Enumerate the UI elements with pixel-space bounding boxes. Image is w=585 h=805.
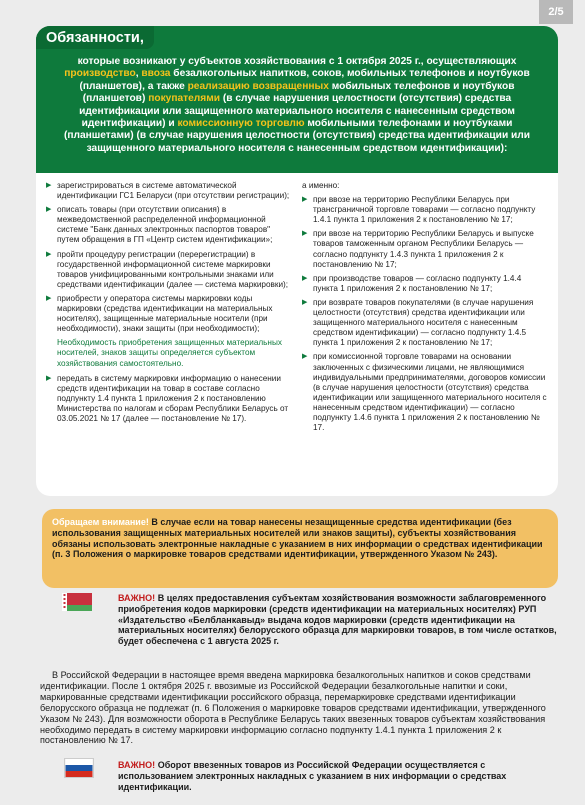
russia-paragraph: В Российской Федерации в настоящее время введена маркировка безалкогольных напитков и соков средствами идентификации. После 1 октября 2025 г. ввозимые из Российской Федерации безалкогольные напитки и соки, маркированные средствами идентификации российского образца, перемаркировке средствами идентификации белорусского образца не подлежат (п. 6 Положения о маркировке товаров средствами идентификации, утвержденного Указом № 243). Для возможности оборота в Республике Беларусь таких ввезенных товаров субъектам хозяйствования необходимо передать в систему маркировки информацию согласно подпункту 1.4.1 пункта 1 приложения 2 к постановлению № 17. [40,670,546,746]
header-text-segment: мобильными телефонами и ноутбуками (планшетами) (в случае нарушения целостности (отсутствия) средства идентификации или защищенного материального носителя с нанесенным средством идентификации): [63,118,531,154]
belarus-flag-icon [62,593,92,611]
list-item [46,181,292,201]
triangle-bullet-icon: ▶ [302,230,308,238]
attention-box [42,509,558,588]
obligations-intro [48,56,546,155]
triangle-bullet-icon: ▶ [46,182,52,189]
important-text: В целях предоставления субъектам хозяйствования возможности заблаговременного приобретения кодов маркировки (средств идентификации на материальных носителях) РУП «Издательство «Белбланкавыд» выдача кодов маркировки (средств идентификации на материальных носителях) белорусского образца для маркировки товаров, в том числе остатков, будет обеспечена с 1 августа 2025 г. [118,593,557,647]
triangle-bullet-icon: ▶ [302,196,308,204]
list-item-text: зарегистрироваться в системе автоматической идентификации ГС1 Беларуси (при отсутствии регистрации); [57,181,290,201]
list-item-text: при возврате товаров покупателями (в случае нарушения целостности (отсутствия) средства идентификации или защищенного материального носителя с нанесенным средством идентификации) — согласно подпункту 1.4.5 пункта 1 приложения 2 к постановлению № 17; [313,297,534,348]
list-item [302,195,548,225]
triangle-bullet-icon: ▶ [302,353,308,361]
obligations-card [36,26,558,496]
triangle-bullet-icon: ▶ [46,206,52,214]
list-item-text: описать товары (при отсутствии описания) в межведомственной распределенной информационной системе "Банк данных электронных паспортов товаров" путем обращения в ГП «Центр систем идентификации»; [57,205,273,245]
page-number-badge: 2/5 [539,0,573,24]
triangle-bullet-icon: ▶ [302,274,308,282]
attention-text: В случае если на товар нанесены незащищенные средства идентификации (без использования защищенных материальных носителей или знаков защиты), субъекты хозяйствования обязаны использовать электронные накладные с указанием в них информации о средствах идентификации (п. 3 Положения о маркировке товаров средствами идентификации, утвержденного Указом № 243). [52,517,543,560]
list-item-text: при ввозе на территорию Республики Беларусь при трансграничной торговле товарами — согласно подпункту 1.4.1 пункта 1 приложения 2 к постановлению № 17; [313,195,536,225]
obligations-header [36,26,558,173]
left-column [46,181,292,437]
highlighted-term: реализацию возвращенных [187,80,329,92]
obligations-title: Обязанности, [36,26,154,49]
list-item-text: пройти процедуру регистрации (перерегистрации) в государственной информационной системе маркировки товаров унифицированными контрольными знаками или средствами идентификации (далее — система маркировки); [57,249,289,289]
green-note: Необходимость приобретения защищенных материальных носителей, знаков защиты определяется субъектом хозяйствования самостоятельно. [57,338,282,368]
highlighted-term: покупателями [148,93,221,105]
important-note-russia [118,760,558,792]
list-item-text: при производстве товаров — согласно подпункту 1.4.4 пункта 1 приложения 2 к постановлению № 17; [313,273,522,293]
list-item [302,352,548,433]
highlighted-term: ввоза [141,68,171,80]
header-text-segment: которые возникают у субъектов хозяйствования с 1 октября 2025 г., осуществляющих [77,56,517,67]
russia-flag-icon [64,758,94,778]
triangle-bullet-icon: ▶ [46,374,52,382]
list-item-text: при комиссионной торговле товарами на основании заключенных с физическими лицами, не являющимися индивидуальными предпринимателями, договоров комиссии (в случае нарушения целостности (отсутствия) средства идентификации или защищенного материального носителя с нанесенным средством идентификации) — согласно подпункту 1.4.6 пункта 1 приложения 2 к постановлению № 17. [313,352,547,433]
triangle-bullet-icon: ▶ [46,250,52,258]
list-item-text: при ввозе на территорию Республики Беларусь и выпуске товаров таможенным органом Республики Беларусь — согласно подпункту 1.4.3 пункта 1 приложения 2 к постановлению № 17; [313,229,534,269]
triangle-bullet-icon: ▶ [302,298,308,306]
header-text-segment: , [135,68,142,80]
list-item [46,250,292,290]
header-text-segment: безалкогольных напитков, соков, мобильных телефонов и ноутбуков (планшетов), а также [79,68,530,92]
highlighted-term: производство [64,68,136,80]
attention-lead: Обращаем внимание! [52,517,149,527]
important-text: Оборот ввезенных товаров из Российской Федерации осуществляется с использованием электронных накладных с указанием в них информации о средствах идентификации. [118,760,507,792]
highlighted-term: комиссионную торговлю [177,118,305,130]
header-text-segment: (в случае нарушения целостности (отсутствия) средства идентификации или защищенного материального носителя с нанесенным средством идентификации) и [79,93,515,130]
right-intro: а именно: [302,181,340,190]
list-item [302,274,548,294]
list-item [46,294,292,334]
right-column [302,181,548,437]
important-note-belarus [118,593,558,647]
list-item [302,298,548,348]
list-item [302,229,548,269]
list-item [46,374,292,424]
list-item-text: передать в систему маркировки информацию о нанесении средств идентификации на товар в составе согласно подпункту 1.4 пункта 1 приложения 2 к постановлению Министерства по налогам и сборам Республики Беларусь от 03.05.2021 № 17 (далее — постановление № 17). [57,373,289,423]
list-item-text: приобрести у оператора системы маркировки коды маркировки (средства идентификации на материальных носителях), защищенные материальные носители (при необходимости), знаки защиты (при необходимости); [57,293,273,334]
list-item [46,205,292,245]
important-lead: ВАЖНО! [118,760,156,770]
important-lead: ВАЖНО! [118,593,156,603]
header-text-segment: мобильных телефонов и ноутбуков (планшетов) [82,80,515,105]
triangle-bullet-icon: ▶ [46,294,52,302]
